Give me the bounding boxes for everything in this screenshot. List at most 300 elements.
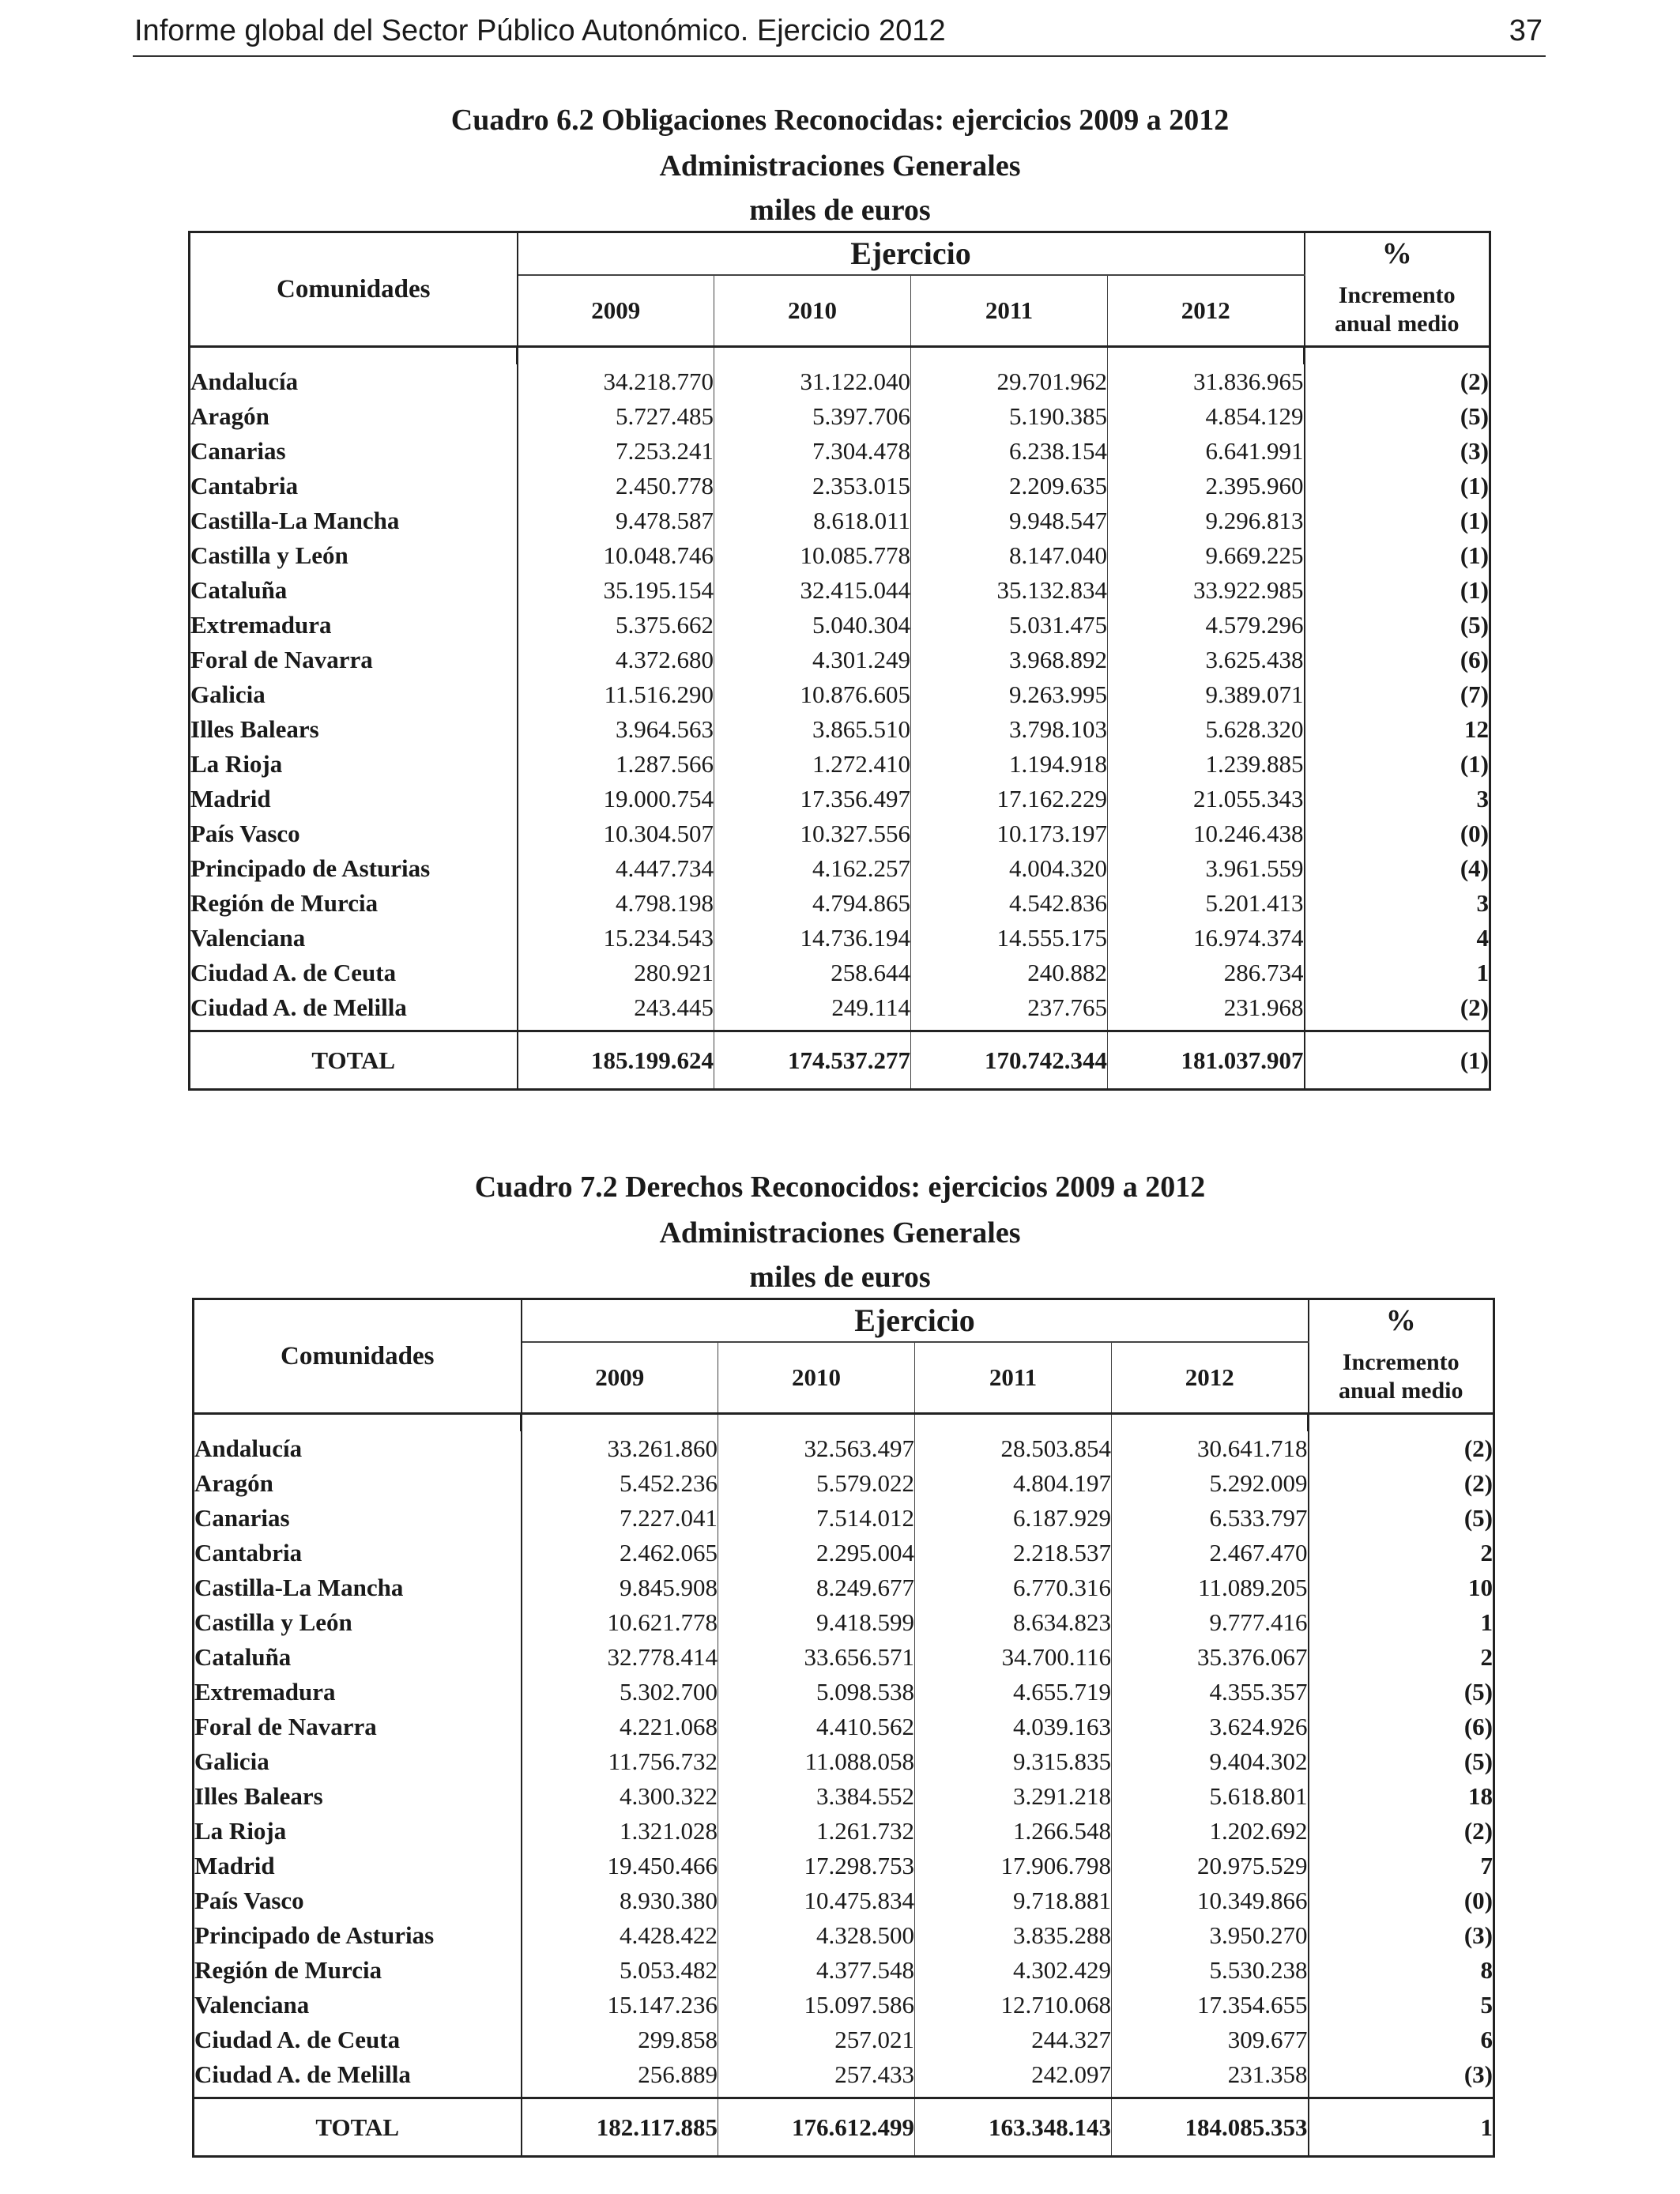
- row-value: 4.854.129: [1108, 399, 1305, 434]
- row-value: 10.246.438: [1108, 816, 1305, 851]
- row-value: 4.039.163: [915, 1710, 1112, 1744]
- row-percent: (2): [1305, 364, 1490, 399]
- table-subtitle: Administraciones Generales: [659, 1216, 1021, 1250]
- row-value: 257.021: [718, 2022, 915, 2057]
- row-value: 240.882: [911, 956, 1108, 990]
- row-name: Cantabria: [190, 469, 518, 503]
- row-name: Valenciana: [190, 921, 518, 956]
- total-label: TOTAL: [190, 1031, 518, 1090]
- row-percent: (0): [1309, 1883, 1494, 1918]
- table-row: [190, 399, 1490, 434]
- table-row: [190, 921, 1490, 956]
- row-percent: (7): [1305, 677, 1490, 712]
- row-value: 8.634.823: [915, 1605, 1112, 1640]
- row-value: 257.433: [718, 2057, 915, 2098]
- table-row: [194, 2022, 1494, 2057]
- row-value: 31.836.965: [1108, 364, 1305, 399]
- row-value: 9.948.547: [911, 503, 1108, 538]
- row-value: 1.261.732: [718, 1814, 915, 1849]
- table-row: [194, 2057, 1494, 2098]
- row-name: Aragón: [194, 1466, 522, 1501]
- row-value: 9.315.835: [915, 1744, 1112, 1779]
- row-value: 5.292.009: [1112, 1466, 1309, 1501]
- row-value: 9.478.587: [616, 506, 714, 534]
- row-value: 4.328.500: [718, 1918, 915, 1953]
- row-value: 242.097: [915, 2057, 1112, 2098]
- row-value: 11.089.205: [1112, 1570, 1309, 1605]
- row-name: Andalucía: [190, 364, 518, 399]
- row-value: 9.418.599: [718, 1605, 915, 1640]
- header-year: 2011: [915, 1342, 1112, 1414]
- table-row: [194, 1466, 1494, 1501]
- row-percent: 12: [1305, 712, 1490, 747]
- row-value: 9.296.813: [1108, 503, 1305, 538]
- row-percent: (2): [1305, 990, 1490, 1031]
- row-value: 4.300.322: [620, 1781, 718, 1810]
- row-percent: (3): [1305, 434, 1490, 469]
- row-percent: (3): [1309, 1918, 1494, 1953]
- row-value: 10.304.507: [603, 819, 714, 847]
- row-value: 5.618.801: [1112, 1779, 1309, 1814]
- table-row: [190, 538, 1490, 573]
- row-value: 1.266.548: [915, 1814, 1112, 1849]
- total-value: 182.117.885: [522, 2098, 718, 2157]
- row-value: 20.975.529: [1112, 1849, 1309, 1883]
- header-year: 2010: [718, 1342, 915, 1414]
- row-value: 2.295.004: [718, 1536, 915, 1570]
- row-value: 29.701.962: [911, 364, 1108, 399]
- row-value: 35.195.154: [603, 575, 714, 604]
- row-value: 9.845.908: [620, 1573, 718, 1601]
- row-value: 5.727.485: [616, 401, 714, 430]
- row-value: 4.542.836: [911, 886, 1108, 921]
- row-value: 5.628.320: [1108, 712, 1305, 747]
- table-row: [194, 1605, 1494, 1640]
- row-value: 28.503.854: [915, 1431, 1112, 1466]
- table-row: [194, 1640, 1494, 1675]
- row-name: Galicia: [194, 1744, 522, 1779]
- row-value: 4.798.198: [616, 888, 714, 917]
- row-value: 17.354.655: [1112, 1988, 1309, 2022]
- row-percent: (3): [1309, 2057, 1494, 2098]
- row-value: 8.249.677: [718, 1570, 915, 1605]
- row-percent: 2: [1309, 1640, 1494, 1675]
- table-row: [194, 1501, 1494, 1536]
- row-value: 4.447.734: [616, 854, 714, 882]
- row-value: 2.395.960: [1108, 469, 1305, 503]
- table-row: [194, 1536, 1494, 1570]
- row-value: 31.122.040: [714, 364, 911, 399]
- row-value: 5.031.475: [911, 608, 1108, 643]
- page-number: 37: [1509, 14, 1543, 47]
- row-value: 5.053.482: [620, 1955, 718, 1984]
- row-value: 3.835.288: [915, 1918, 1112, 1953]
- table-row: [190, 573, 1490, 608]
- row-percent: (4): [1305, 851, 1490, 886]
- row-value: 8.147.040: [911, 538, 1108, 573]
- row-value: 14.736.194: [714, 921, 911, 956]
- row-value: 2.218.537: [915, 1536, 1112, 1570]
- row-value: 2.462.065: [620, 1538, 718, 1566]
- header-year: 2010: [714, 275, 911, 347]
- row-name: Ciudad A. de Melilla: [190, 990, 518, 1031]
- row-value: 309.677: [1112, 2022, 1309, 2057]
- row-name: País Vasco: [194, 1883, 522, 1918]
- table-row: [190, 608, 1490, 643]
- row-value: 15.234.543: [603, 923, 714, 952]
- row-value: 244.327: [915, 2022, 1112, 2057]
- row-value: 7.253.241: [616, 436, 714, 465]
- row-percent: (1): [1305, 573, 1490, 608]
- row-value: 280.921: [634, 958, 714, 986]
- row-value: 10.327.556: [714, 816, 911, 851]
- row-value: 4.794.865: [714, 886, 911, 921]
- table-row: [190, 712, 1490, 747]
- row-name: Ciudad A. de Melilla: [194, 2057, 522, 2098]
- header-ejercicio: Ejercicio: [518, 232, 1305, 275]
- total-value: 174.537.277: [714, 1031, 911, 1090]
- row-value: 34.218.770: [603, 367, 714, 395]
- row-value: 5.302.700: [620, 1677, 718, 1706]
- row-percent: (1): [1305, 747, 1490, 782]
- row-percent: 18: [1309, 1779, 1494, 1814]
- table-row: [194, 1570, 1494, 1605]
- row-value: 9.263.995: [911, 677, 1108, 712]
- page-header: [133, 11, 1546, 57]
- header-incremento-line2: anual medio: [1334, 311, 1460, 337]
- row-value: 9.404.302: [1112, 1744, 1309, 1779]
- row-name: Aragón: [190, 399, 518, 434]
- row-value: 6.238.154: [911, 434, 1108, 469]
- header-year: 2011: [911, 275, 1108, 347]
- header-incremento-line1: Incremento: [1342, 1349, 1460, 1376]
- row-name: Canarias: [190, 434, 518, 469]
- row-value: 5.190.385: [911, 399, 1108, 434]
- row-percent: 8: [1309, 1953, 1494, 1988]
- row-value: 4.221.068: [620, 1712, 718, 1740]
- table-title: Cuadro 7.2 Derechos Reconocidos: ejercicios 2009 a 2012: [474, 1171, 1206, 1204]
- table-row: [194, 1953, 1494, 1988]
- row-value: 1.194.918: [911, 747, 1108, 782]
- row-value: 11.516.290: [604, 680, 714, 708]
- table-row: [194, 1883, 1494, 1918]
- row-value: 3.798.103: [911, 712, 1108, 747]
- row-value: 4.004.320: [911, 851, 1108, 886]
- row-value: 243.445: [634, 993, 714, 1021]
- row-percent: (1): [1305, 538, 1490, 573]
- row-value: 286.734: [1108, 956, 1305, 990]
- row-percent: (2): [1309, 1466, 1494, 1501]
- header-percent: %: [1305, 232, 1490, 275]
- row-name: Región de Murcia: [190, 886, 518, 921]
- row-percent: (1): [1305, 503, 1490, 538]
- row-value: 8.618.011: [714, 503, 911, 538]
- row-percent: 3: [1305, 782, 1490, 816]
- row-value: 4.162.257: [714, 851, 911, 886]
- row-value: 8.930.380: [620, 1886, 718, 1914]
- header-comunidades: Comunidades: [190, 232, 518, 347]
- row-value: 1.287.566: [616, 749, 714, 778]
- row-value: 5.452.236: [620, 1468, 718, 1497]
- row-value: 237.765: [911, 990, 1108, 1031]
- table-subtitle: Administraciones Generales: [659, 149, 1021, 183]
- row-value: 299.858: [638, 2025, 718, 2053]
- row-percent: 2: [1309, 1536, 1494, 1570]
- total-value: 184.085.353: [1112, 2098, 1309, 2157]
- row-value: 16.974.374: [1108, 921, 1305, 956]
- header-comunidades: Comunidades: [194, 1299, 522, 1414]
- table-row: [194, 1431, 1494, 1466]
- row-value: 7.227.041: [620, 1503, 718, 1532]
- header-year: 2012: [1108, 275, 1305, 347]
- row-percent: (0): [1305, 816, 1490, 851]
- row-name: Cataluña: [194, 1640, 522, 1675]
- row-percent: 5: [1309, 1988, 1494, 2022]
- row-name: Principado de Asturias: [194, 1918, 522, 1953]
- table-row: [190, 643, 1490, 677]
- row-value: 10.876.605: [714, 677, 911, 712]
- running-title: Informe global del Sector Público Autonómico. Ejercicio 2012: [134, 14, 946, 47]
- row-percent: 6: [1309, 2022, 1494, 2057]
- row-value: 4.579.296: [1108, 608, 1305, 643]
- row-value: 17.162.229: [911, 782, 1108, 816]
- header-incremento: [1305, 275, 1490, 347]
- row-name: Valenciana: [194, 1988, 522, 2022]
- row-value: 4.302.429: [915, 1953, 1112, 1988]
- total-row: [190, 1031, 1490, 1090]
- row-value: 7.514.012: [718, 1501, 915, 1536]
- row-value: 2.467.470: [1112, 1536, 1309, 1570]
- row-value: 5.530.238: [1112, 1953, 1309, 1988]
- data-table: [188, 231, 1491, 1091]
- row-value: 10.085.778: [714, 538, 911, 573]
- row-value: 256.889: [638, 2060, 718, 2088]
- row-value: 15.097.586: [718, 1988, 915, 2022]
- header-year: 2009: [518, 275, 714, 347]
- row-name: Extremadura: [194, 1675, 522, 1710]
- row-value: 4.410.562: [718, 1710, 915, 1744]
- header-ejercicio: Ejercicio: [522, 1299, 1309, 1342]
- row-value: 5.098.538: [718, 1675, 915, 1710]
- row-value: 10.173.197: [911, 816, 1108, 851]
- table-row: [190, 782, 1490, 816]
- row-name: Foral de Navarra: [190, 643, 518, 677]
- row-value: 35.376.067: [1112, 1640, 1309, 1675]
- table-row: [190, 434, 1490, 469]
- row-value: 249.114: [714, 990, 911, 1031]
- row-name: País Vasco: [190, 816, 518, 851]
- row-name: Madrid: [194, 1849, 522, 1883]
- row-value: 10.349.866: [1112, 1883, 1309, 1918]
- row-value: 11.756.732: [608, 1747, 718, 1775]
- row-value: 17.298.753: [718, 1849, 915, 1883]
- row-value: 33.261.860: [607, 1434, 718, 1462]
- row-value: 10.048.746: [603, 541, 714, 569]
- row-value: 3.950.270: [1112, 1918, 1309, 1953]
- row-value: 4.655.719: [915, 1675, 1112, 1710]
- table-row: [190, 956, 1490, 990]
- row-percent: 7: [1309, 1849, 1494, 1883]
- header-incremento-line1: Incremento: [1338, 282, 1456, 309]
- row-value: 9.389.071: [1108, 677, 1305, 712]
- row-value: 2.209.635: [911, 469, 1108, 503]
- table-row: [190, 816, 1490, 851]
- row-name: Andalucía: [194, 1431, 522, 1466]
- row-name: Canarias: [194, 1501, 522, 1536]
- row-value: 14.555.175: [911, 921, 1108, 956]
- header-year: 2009: [522, 1342, 718, 1414]
- row-value: 4.301.249: [714, 643, 911, 677]
- total-value: 170.742.344: [911, 1031, 1108, 1090]
- row-value: 1.321.028: [620, 1816, 718, 1845]
- row-name: Castilla-La Mancha: [194, 1570, 522, 1605]
- total-value: 185.199.624: [518, 1031, 714, 1090]
- row-value: 9.777.416: [1112, 1605, 1309, 1640]
- total-value: 181.037.907: [1108, 1031, 1305, 1090]
- row-name: Castilla y León: [190, 538, 518, 573]
- row-percent: (5): [1309, 1501, 1494, 1536]
- total-value: 176.612.499: [718, 2098, 915, 2157]
- row-name: Región de Murcia: [194, 1953, 522, 1988]
- row-value: 3.624.926: [1112, 1710, 1309, 1744]
- row-value: 231.968: [1108, 990, 1305, 1031]
- row-name: La Rioja: [190, 747, 518, 782]
- row-value: 33.656.571: [718, 1640, 915, 1675]
- row-value: 5.201.413: [1108, 886, 1305, 921]
- row-percent: (5): [1309, 1744, 1494, 1779]
- row-percent: 10: [1309, 1570, 1494, 1605]
- table-row: [190, 503, 1490, 538]
- row-name: Cataluña: [190, 573, 518, 608]
- table-units: miles de euros: [749, 194, 931, 227]
- row-value: 4.372.680: [616, 645, 714, 673]
- row-value: 2.353.015: [714, 469, 911, 503]
- row-value: 9.669.225: [1108, 538, 1305, 573]
- total-percent: (1): [1305, 1031, 1490, 1090]
- row-value: 5.375.662: [616, 610, 714, 639]
- row-value: 1.272.410: [714, 747, 911, 782]
- table-row: [194, 1849, 1494, 1883]
- header-incremento-line2: anual medio: [1338, 1378, 1463, 1404]
- row-value: 6.770.316: [915, 1570, 1112, 1605]
- row-value: 10.475.834: [718, 1883, 915, 1918]
- row-value: 11.088.058: [718, 1744, 915, 1779]
- row-value: 7.304.478: [714, 434, 911, 469]
- row-name: Galicia: [190, 677, 518, 712]
- row-value: 21.055.343: [1108, 782, 1305, 816]
- row-name: Principado de Asturias: [190, 851, 518, 886]
- row-value: 258.644: [714, 956, 911, 990]
- total-row: [194, 2098, 1494, 2157]
- row-value: 6.641.991: [1108, 434, 1305, 469]
- row-value: 9.718.881: [915, 1883, 1112, 1918]
- row-value: 5.397.706: [714, 399, 911, 434]
- total-label: TOTAL: [194, 2098, 522, 2157]
- row-value: 2.450.778: [616, 471, 714, 499]
- table-row: [194, 1675, 1494, 1710]
- row-value: 17.906.798: [915, 1849, 1112, 1883]
- row-percent: 1: [1305, 956, 1490, 990]
- row-name: Castilla-La Mancha: [190, 503, 518, 538]
- row-value: 4.804.197: [915, 1466, 1112, 1501]
- row-percent: 4: [1305, 921, 1490, 956]
- row-value: 6.187.929: [915, 1501, 1112, 1536]
- row-value: 3.625.438: [1108, 643, 1305, 677]
- row-percent: (1): [1305, 469, 1490, 503]
- row-value: 17.356.497: [714, 782, 911, 816]
- row-name: Madrid: [190, 782, 518, 816]
- row-name: Foral de Navarra: [194, 1710, 522, 1744]
- table-row: [190, 851, 1490, 886]
- row-value: 5.579.022: [718, 1466, 915, 1501]
- table-row: [194, 1918, 1494, 1953]
- row-percent: (6): [1309, 1710, 1494, 1744]
- row-value: 19.450.466: [607, 1851, 718, 1879]
- data-table: [192, 1298, 1495, 2158]
- row-value: 34.700.116: [915, 1640, 1112, 1675]
- table-row: [190, 677, 1490, 712]
- row-value: 35.132.834: [911, 573, 1108, 608]
- row-value: 30.641.718: [1112, 1431, 1309, 1466]
- row-value: 1.202.692: [1112, 1814, 1309, 1849]
- table-title: Cuadro 6.2 Obligaciones Reconocidas: ejercicios 2009 a 2012: [450, 104, 1230, 137]
- row-value: 3.964.563: [616, 714, 714, 743]
- row-percent: (5): [1309, 1675, 1494, 1710]
- row-percent: (2): [1309, 1814, 1494, 1849]
- row-name: Cantabria: [194, 1536, 522, 1570]
- row-value: 4.428.422: [620, 1921, 718, 1949]
- row-value: 3.384.552: [718, 1779, 915, 1814]
- total-percent: 1: [1309, 2098, 1494, 2157]
- row-percent: (5): [1305, 608, 1490, 643]
- row-value: 3.865.510: [714, 712, 911, 747]
- table-row: [194, 1744, 1494, 1779]
- total-value: 163.348.143: [915, 2098, 1112, 2157]
- table-row: [190, 364, 1490, 399]
- row-name: Extremadura: [190, 608, 518, 643]
- row-value: 5.040.304: [714, 608, 911, 643]
- header-percent: %: [1309, 1299, 1494, 1342]
- row-value: 19.000.754: [603, 784, 714, 812]
- row-value: 231.358: [1112, 2057, 1309, 2098]
- row-name: La Rioja: [194, 1814, 522, 1849]
- row-percent: 3: [1305, 886, 1490, 921]
- row-name: Ciudad A. de Ceuta: [194, 2022, 522, 2057]
- table-row: [194, 1814, 1494, 1849]
- row-value: 10.621.778: [607, 1608, 718, 1636]
- row-value: 1.239.885: [1108, 747, 1305, 782]
- row-percent: (2): [1309, 1431, 1494, 1466]
- row-value: 32.778.414: [607, 1642, 718, 1671]
- row-value: 3.968.892: [911, 643, 1108, 677]
- row-value: 32.415.044: [714, 573, 911, 608]
- table-row: [194, 1988, 1494, 2022]
- row-percent: (5): [1305, 399, 1490, 434]
- row-name: Ciudad A. de Ceuta: [190, 956, 518, 990]
- table-row: [190, 469, 1490, 503]
- row-percent: (6): [1305, 643, 1490, 677]
- row-value: 4.377.548: [718, 1953, 915, 1988]
- row-value: 6.533.797: [1112, 1501, 1309, 1536]
- row-value: 4.355.357: [1112, 1675, 1309, 1710]
- table-row: [190, 990, 1490, 1031]
- table-row: [190, 886, 1490, 921]
- header-year: 2012: [1112, 1342, 1309, 1414]
- table-row: [190, 747, 1490, 782]
- table-units: miles de euros: [749, 1261, 931, 1294]
- table-row: [194, 1710, 1494, 1744]
- row-percent: 1: [1309, 1605, 1494, 1640]
